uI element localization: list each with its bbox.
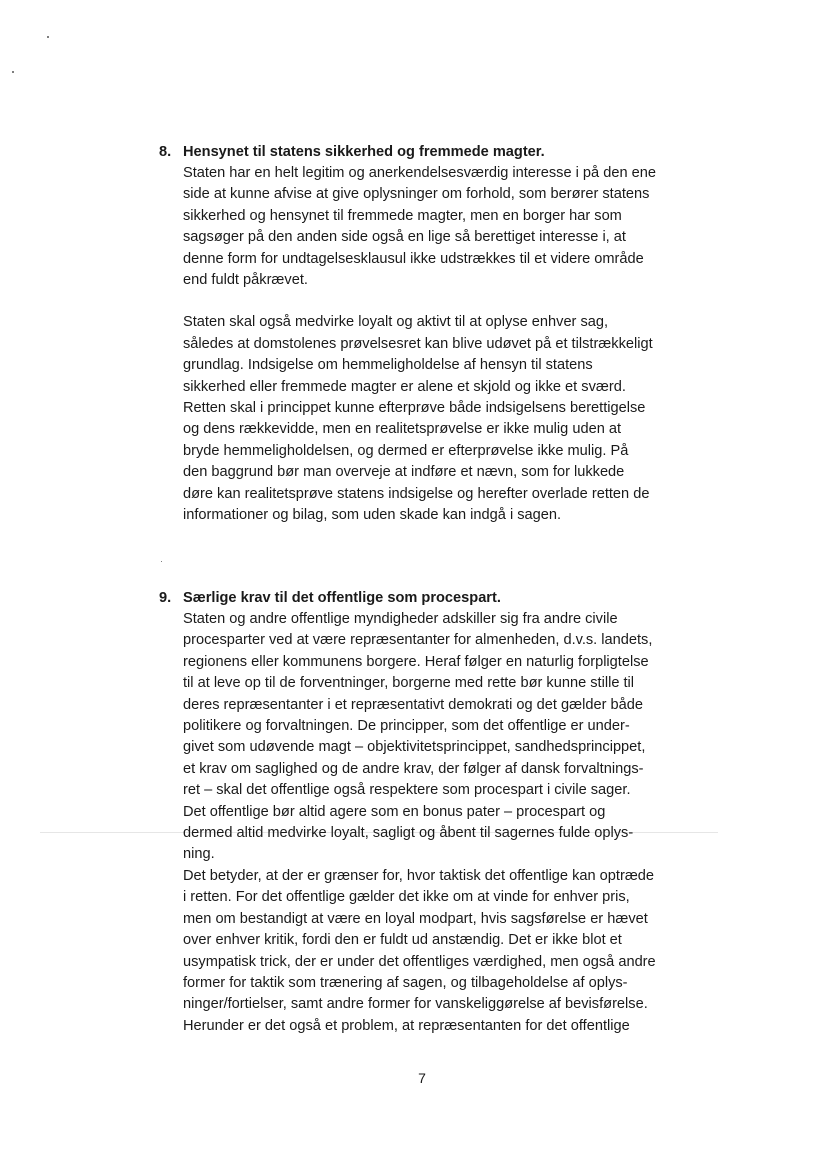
- text-line: sagsøger på den anden side også en lige så berettiget interesse i, at: [183, 229, 626, 246]
- text-line: dermed altid medvirke loyalt, sagligt og åbent til sagernes fulde oplys-: [183, 825, 634, 842]
- scan-speck: [47, 36, 49, 38]
- text-line: deres repræsentanter i et repræsentativt demokrati og det gælder både: [183, 696, 643, 713]
- text-line: grundlag. Indsigelse om hemmeligholdelse af hensyn til statens: [183, 357, 593, 374]
- paragraph: [183, 312, 719, 526]
- text-line: informationer og bilag, som uden skade kan indgå i sagen.: [183, 507, 562, 524]
- section-number: 9.: [159, 590, 172, 606]
- section-number: 8.: [159, 144, 172, 160]
- text-line: Herunder er det også et problem, at repræsentanten for det offentlige: [183, 1017, 630, 1034]
- section-body: [183, 163, 719, 527]
- text-line: givet som udøvende magt – objektivitetsprincippet, sandhedsprincippet,: [183, 739, 646, 756]
- scan-speck: [12, 71, 14, 73]
- text-line: former for taktik som trænering af sagen, og tilbageholdelse af oplys-: [183, 974, 628, 991]
- text-line: ret – skal det offentlige også respektere som procespart i civile sager.: [183, 782, 631, 799]
- scan-speck: [161, 561, 162, 562]
- text-line: usympatisk trick, der er under det offentliges værdighed, men også andre: [183, 953, 656, 970]
- paragraph: [183, 609, 719, 866]
- paragraph: [183, 163, 719, 291]
- text-line: over enhver kritik, fordi den er fuldt ud anstændig. Det er ikke blot et: [183, 932, 622, 949]
- text-line: procesparter ved at være repræsentanter for almenheden, d.v.s. landets,: [183, 632, 653, 649]
- text-line: ninger/fortielser, samt andre former for vanskeliggørelse af bevisførelse.: [183, 996, 648, 1013]
- text-line: politikere og forvaltningen. De principper, som det offentlige er under-: [183, 718, 630, 735]
- text-line: Staten og andre offentlige myndigheder adskiller sig fra andre civile: [183, 611, 618, 627]
- section-title: Særlige krav til det offentlige som procespart.: [183, 590, 501, 606]
- text-line: et krav om saglighed og de andre krav, der følger af dansk forvaltnings-: [183, 760, 644, 777]
- text-line: den baggrund bør man overveje at indføre et nævn, som for lukkede: [183, 464, 625, 481]
- text-line: end fuldt påkrævet.: [183, 272, 308, 289]
- text-line: sikkerhed eller fremmede magter er alene et skjold og ikke et sværd.: [183, 378, 626, 395]
- page-number: 7: [418, 1070, 426, 1086]
- text-line: bryde hemmeligholdelsen, og dermed er efterprøvelse ikke mulig. På: [183, 442, 629, 459]
- text-line: i retten. For det offentlige gælder det ikke om at vinde for enhver pris,: [183, 889, 630, 906]
- text-line: således at domstolenes prøvelsesret kan blive udøvet på et tilstrækkeligt: [183, 335, 653, 352]
- text-line: døre kan realitetsprøve statens indsigelse og herefter overlade retten de: [183, 485, 650, 502]
- text-line: og dens rækkevidde, men en realitetsprøvelse er ikke mulig uden at: [183, 421, 622, 438]
- section-heading: [159, 142, 719, 163]
- section-title: Hensynet til statens sikkerhed og fremmede magter.: [183, 144, 545, 160]
- paragraph: [183, 866, 719, 1037]
- section-body: [183, 609, 719, 1037]
- text-line: denne form for undtagelsesklausul ikke udstrækkes til et videre område: [183, 250, 644, 267]
- section-8: [159, 142, 719, 527]
- text-line: side at kunne afvise at give oplysninger om forhold, som berører statens: [183, 186, 650, 203]
- text-line: Retten skal i princippet kunne efterprøve både indsigelsens berettigelse: [183, 400, 646, 417]
- text-line: sikkerhed og hensynet til fremmede magter, men en borger har som: [183, 207, 622, 224]
- text-line: Staten har en helt legitim og anerkendelsesværdig interesse i på den ene: [183, 165, 656, 181]
- text-line: til at leve op til de forventninger, borgerne med rette bør kunne stille til: [183, 675, 635, 692]
- text-line: regionens eller kommunens borgere. Heraf følger en naturlig forpligtelse: [183, 653, 649, 670]
- text-line: Staten skal også medvirke loyalt og aktivt til at oplyse enhver sag,: [183, 314, 609, 331]
- section-heading: [159, 588, 719, 609]
- text-line: men om bestandigt at være en loyal modpart, hvis sagsførelse er hævet: [183, 910, 648, 927]
- text-line: ning.: [183, 846, 215, 863]
- section-9: [159, 588, 719, 1037]
- text-line: Det betyder, at der er grænser for, hvor taktisk det offentlige kan optræde: [183, 867, 655, 884]
- text-line: Det offentlige bør altid agere som en bonus pater – procespart og: [183, 803, 606, 820]
